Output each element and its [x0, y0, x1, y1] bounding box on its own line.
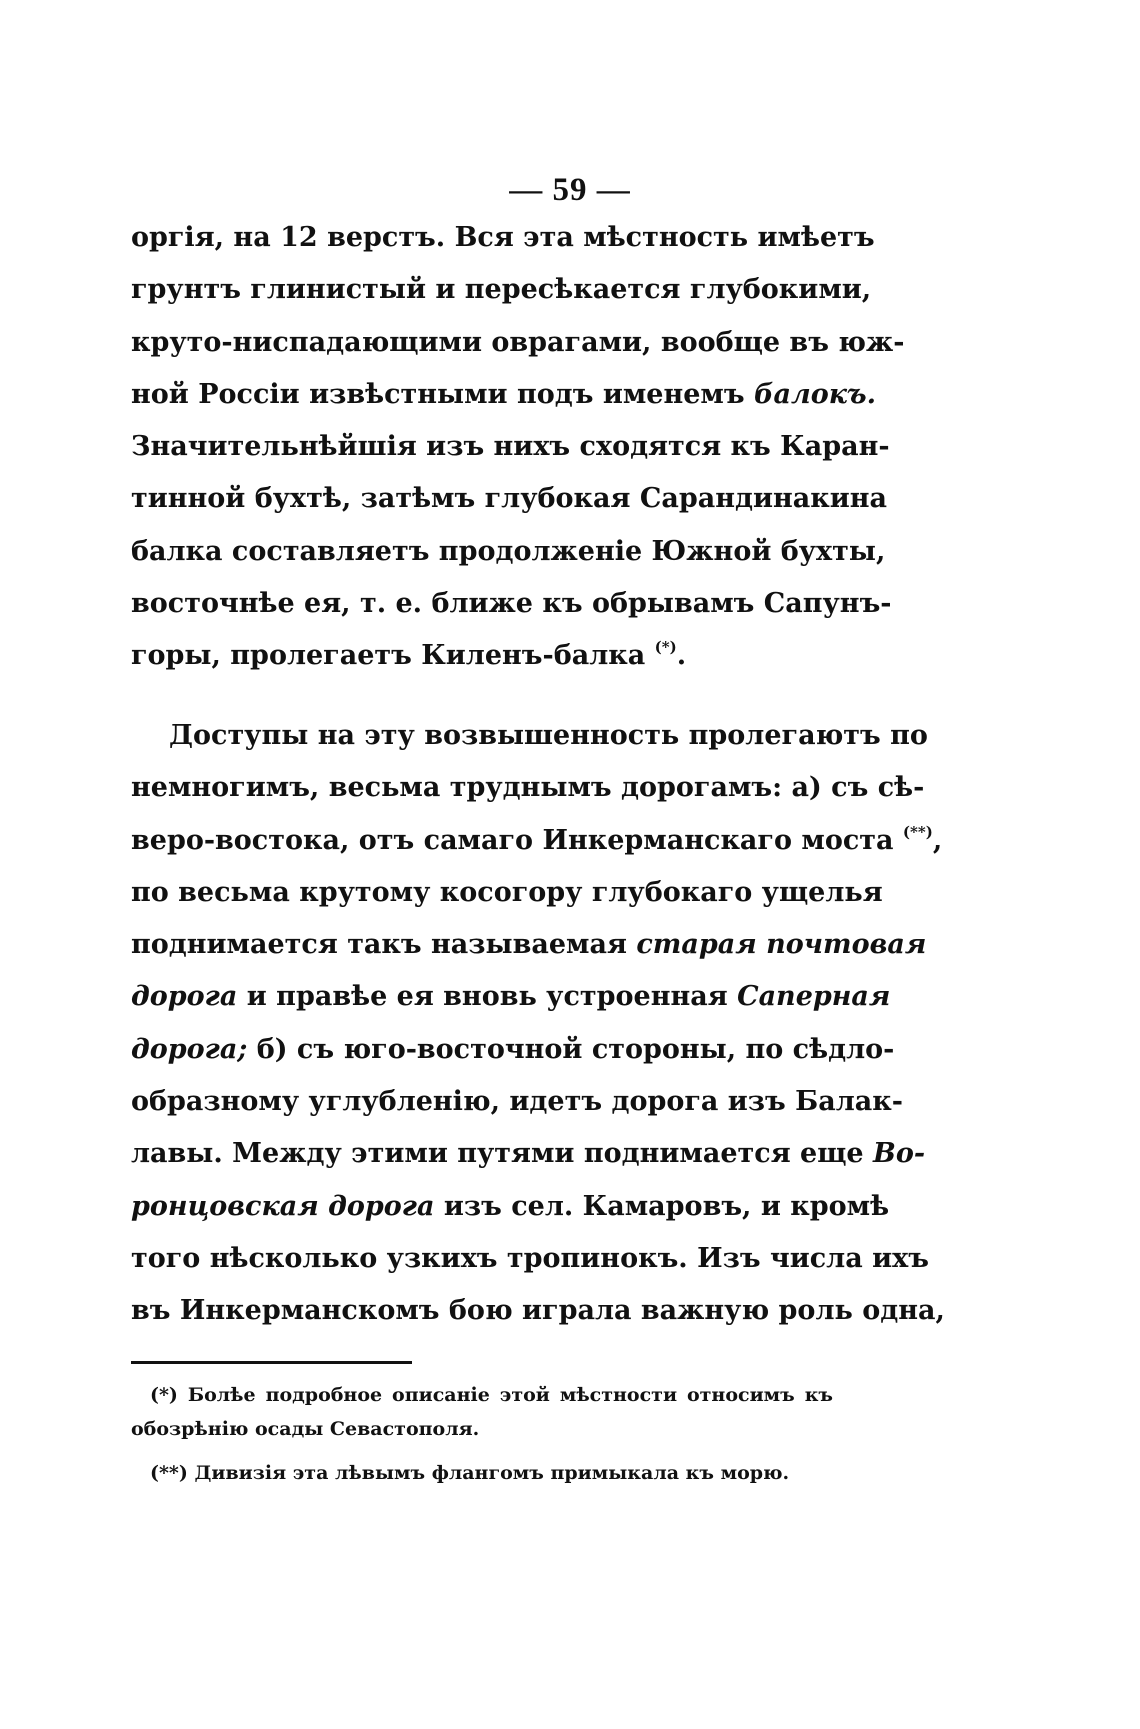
italic-term: Во-	[873, 1138, 926, 1170]
text-fragment: горы, пролегаетъ Киленъ-балка	[131, 640, 655, 672]
page-number: — 59 —	[509, 172, 631, 208]
footnote-1-line-2: обозрѣнію осады Севастополя.	[131, 1418, 480, 1440]
italic-term: ронцовская дорога	[131, 1190, 435, 1222]
text-line	[131, 1128, 926, 1180]
text-line	[131, 971, 891, 1023]
italic-term: старая почтовая	[636, 929, 927, 961]
footnote-1-line-1: (*) Болѣе подробное описаніе этой мѣстности относимъ къ	[150, 1384, 833, 1406]
text-fragment: ной Россіи извѣстными подъ именемъ	[131, 378, 754, 410]
italic-term: дорога;	[131, 1033, 248, 1065]
text-line: тинной бухтѣ, затѣмъ глубокая Сарандинакина	[131, 483, 888, 515]
footnote-mark: (**)	[902, 822, 933, 841]
text-fragment: поднимается такъ называемая	[131, 929, 637, 961]
text-fragment: б) съ юго-восточной стороны, по сѣдло-	[247, 1033, 895, 1065]
text-line	[131, 815, 943, 867]
text-fragment: .	[676, 640, 687, 672]
text-line: грунтъ глинистый и пересѣкается глубокими,	[131, 274, 872, 306]
footnote-divider	[131, 1361, 412, 1364]
text-line	[131, 1024, 895, 1076]
footnote-mark: (*)	[654, 638, 677, 657]
text-line: немногимъ, весьма труднымъ дорогамъ: а) съ сѣ-	[131, 772, 925, 804]
text-line: по весьма крутому косогору глубокаго ущелья	[131, 876, 883, 908]
text-line	[131, 630, 833, 682]
paragraph-1	[131, 212, 905, 683]
text-fragment: изъ сел. Камаровъ, и кромѣ	[434, 1190, 890, 1222]
paragraph-2	[131, 710, 945, 1338]
text-fragment: ,	[932, 824, 943, 856]
text-line: Значительнѣйшія изъ нихъ сходятся къ Каран-	[131, 431, 890, 463]
text-line: круто-ниспадающими оврагами, вообще въ юж-	[131, 326, 905, 358]
italic-term: балокъ.	[754, 378, 877, 410]
text-line	[131, 369, 877, 421]
text-line	[131, 1181, 890, 1233]
text-fragment: и правѣе ея вновь устроенная	[237, 981, 738, 1013]
text-line: того нѣсколько узкихъ тропинокъ. Изъ числа ихъ	[131, 1242, 929, 1274]
text-line: въ Инкерманскомъ бою играла важную роль одна,	[131, 1295, 945, 1327]
footnote-2: (**) Дивизія эта лѣвымъ флангомъ примыкала къ морю.	[150, 1462, 790, 1484]
footnotes	[131, 1378, 833, 1490]
italic-term: дорога	[131, 981, 238, 1013]
text-line: балка составляетъ продолженіе Южной бухты,	[131, 535, 886, 567]
text-fragment: веро-востока, отъ самаго Инкерманскаго моста	[131, 824, 903, 856]
text-line: оргія, на 12 верстъ. Вся эта мѣстность имѣетъ	[131, 222, 875, 253]
italic-term: Саперная	[737, 981, 891, 1013]
text-line: образному углубленію, идетъ дорога изъ Балак-	[131, 1086, 903, 1118]
text-line	[131, 919, 927, 971]
text-line: восточнѣе ея, т. е. ближе къ обрывамъ Сапунъ-	[131, 588, 892, 620]
text-fragment: лавы. Между этими путями поднимается еще	[131, 1138, 874, 1170]
text-line: Доступы на эту возвышенность пролегаютъ по	[169, 720, 928, 751]
